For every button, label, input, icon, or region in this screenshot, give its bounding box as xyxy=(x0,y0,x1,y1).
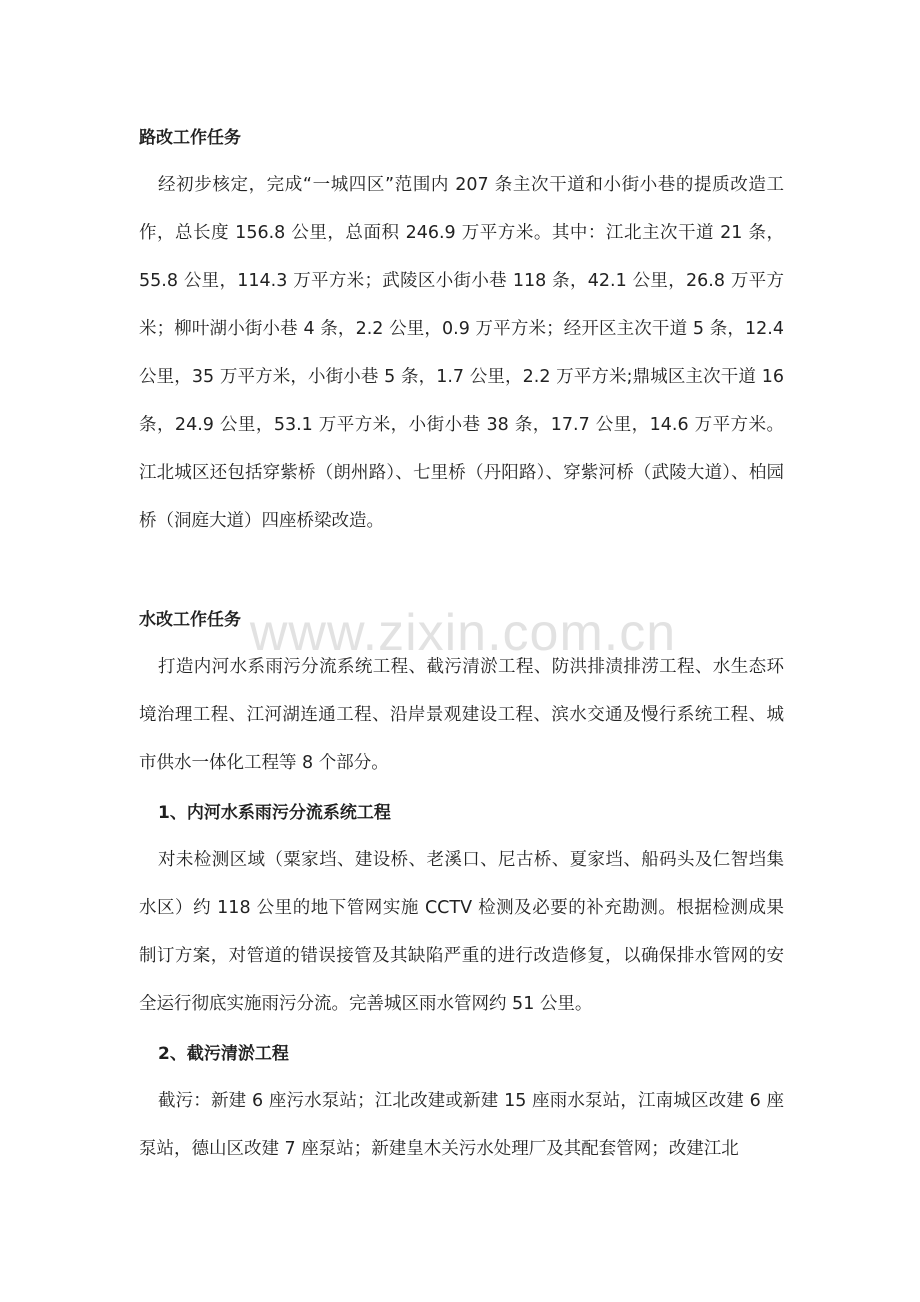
watermark: www.zixin.com.cn xyxy=(249,604,677,662)
section-heading-water: 水改工作任务 xyxy=(139,610,241,630)
subsection-title-interception: 2、截污清淤工程 xyxy=(158,1044,289,1064)
subsection-paragraph-interception: 截污：新建 6 座污水泵站；江北改建或新建 15 座雨水泵站，江南城区改建 6 座泵站，德山区改建 7 座泵站；新建皇木关污水处理厂及其配套管网；改建江北 xyxy=(139,1091,784,1159)
section-paragraph-road: 经初步核定，完成“一城四区”范围内 207 条主次干道和小街小巷的提质改造工作，总长度 156.8 公里，总面积 246.9 万平方米。其中：江北主次干道 21 条，55.8 公里，114.3 万平方米；武陵区小街小巷 118 条，42.1 公里，26.8 万平方米；柳叶湖小街小巷 4 条，2.2 公里，0.9 万平方米；经开区主次干道 5 条，12.4 公里，35 万平方米，小街小巷 5 条，1.7 公里，2.2 万平方米;鼎城区主次干道 16 条，24.9 公里，53.1 万平方米，小街小巷 38 条，17.7 公里，14.6 万平方米。江北城区还包括穿紫桥（朗州路）、七里桥（丹阳路）、穿紫河桥（武陵大道）、柏园桥（洞庭大道）四座桥梁改造。 xyxy=(139,175,784,531)
subsection-paragraph-rain-sewage: 对未检测区域（粟家垱、建设桥、老溪口、尼古桥、夏家垱、船码头及仁智垱集水区）约 118 公里的地下管网实施 CCTV 检测及必要的补充勘测。根据检测成果制订方案，对管道的错误接管及其缺陷严重的进行改造修复，以确保排水管网的安全运行彻底实施雨污分流。完善城区雨水管网约 51 公里。 xyxy=(139,850,784,1014)
section-heading-road: 路改工作任务 xyxy=(139,128,241,148)
subsection-title-rain-sewage: 1、内河水系雨污分流系统工程 xyxy=(158,803,391,823)
section-paragraph-water: 打造内河水系雨污分流系统工程、截污清淤工程、防洪排渍排涝工程、水生态环境治理工程、江河湖连通工程、沿岸景观建设工程、滨水交通及慢行系统工程、城市供水一体化工程等 8 个部分。 xyxy=(139,657,784,773)
